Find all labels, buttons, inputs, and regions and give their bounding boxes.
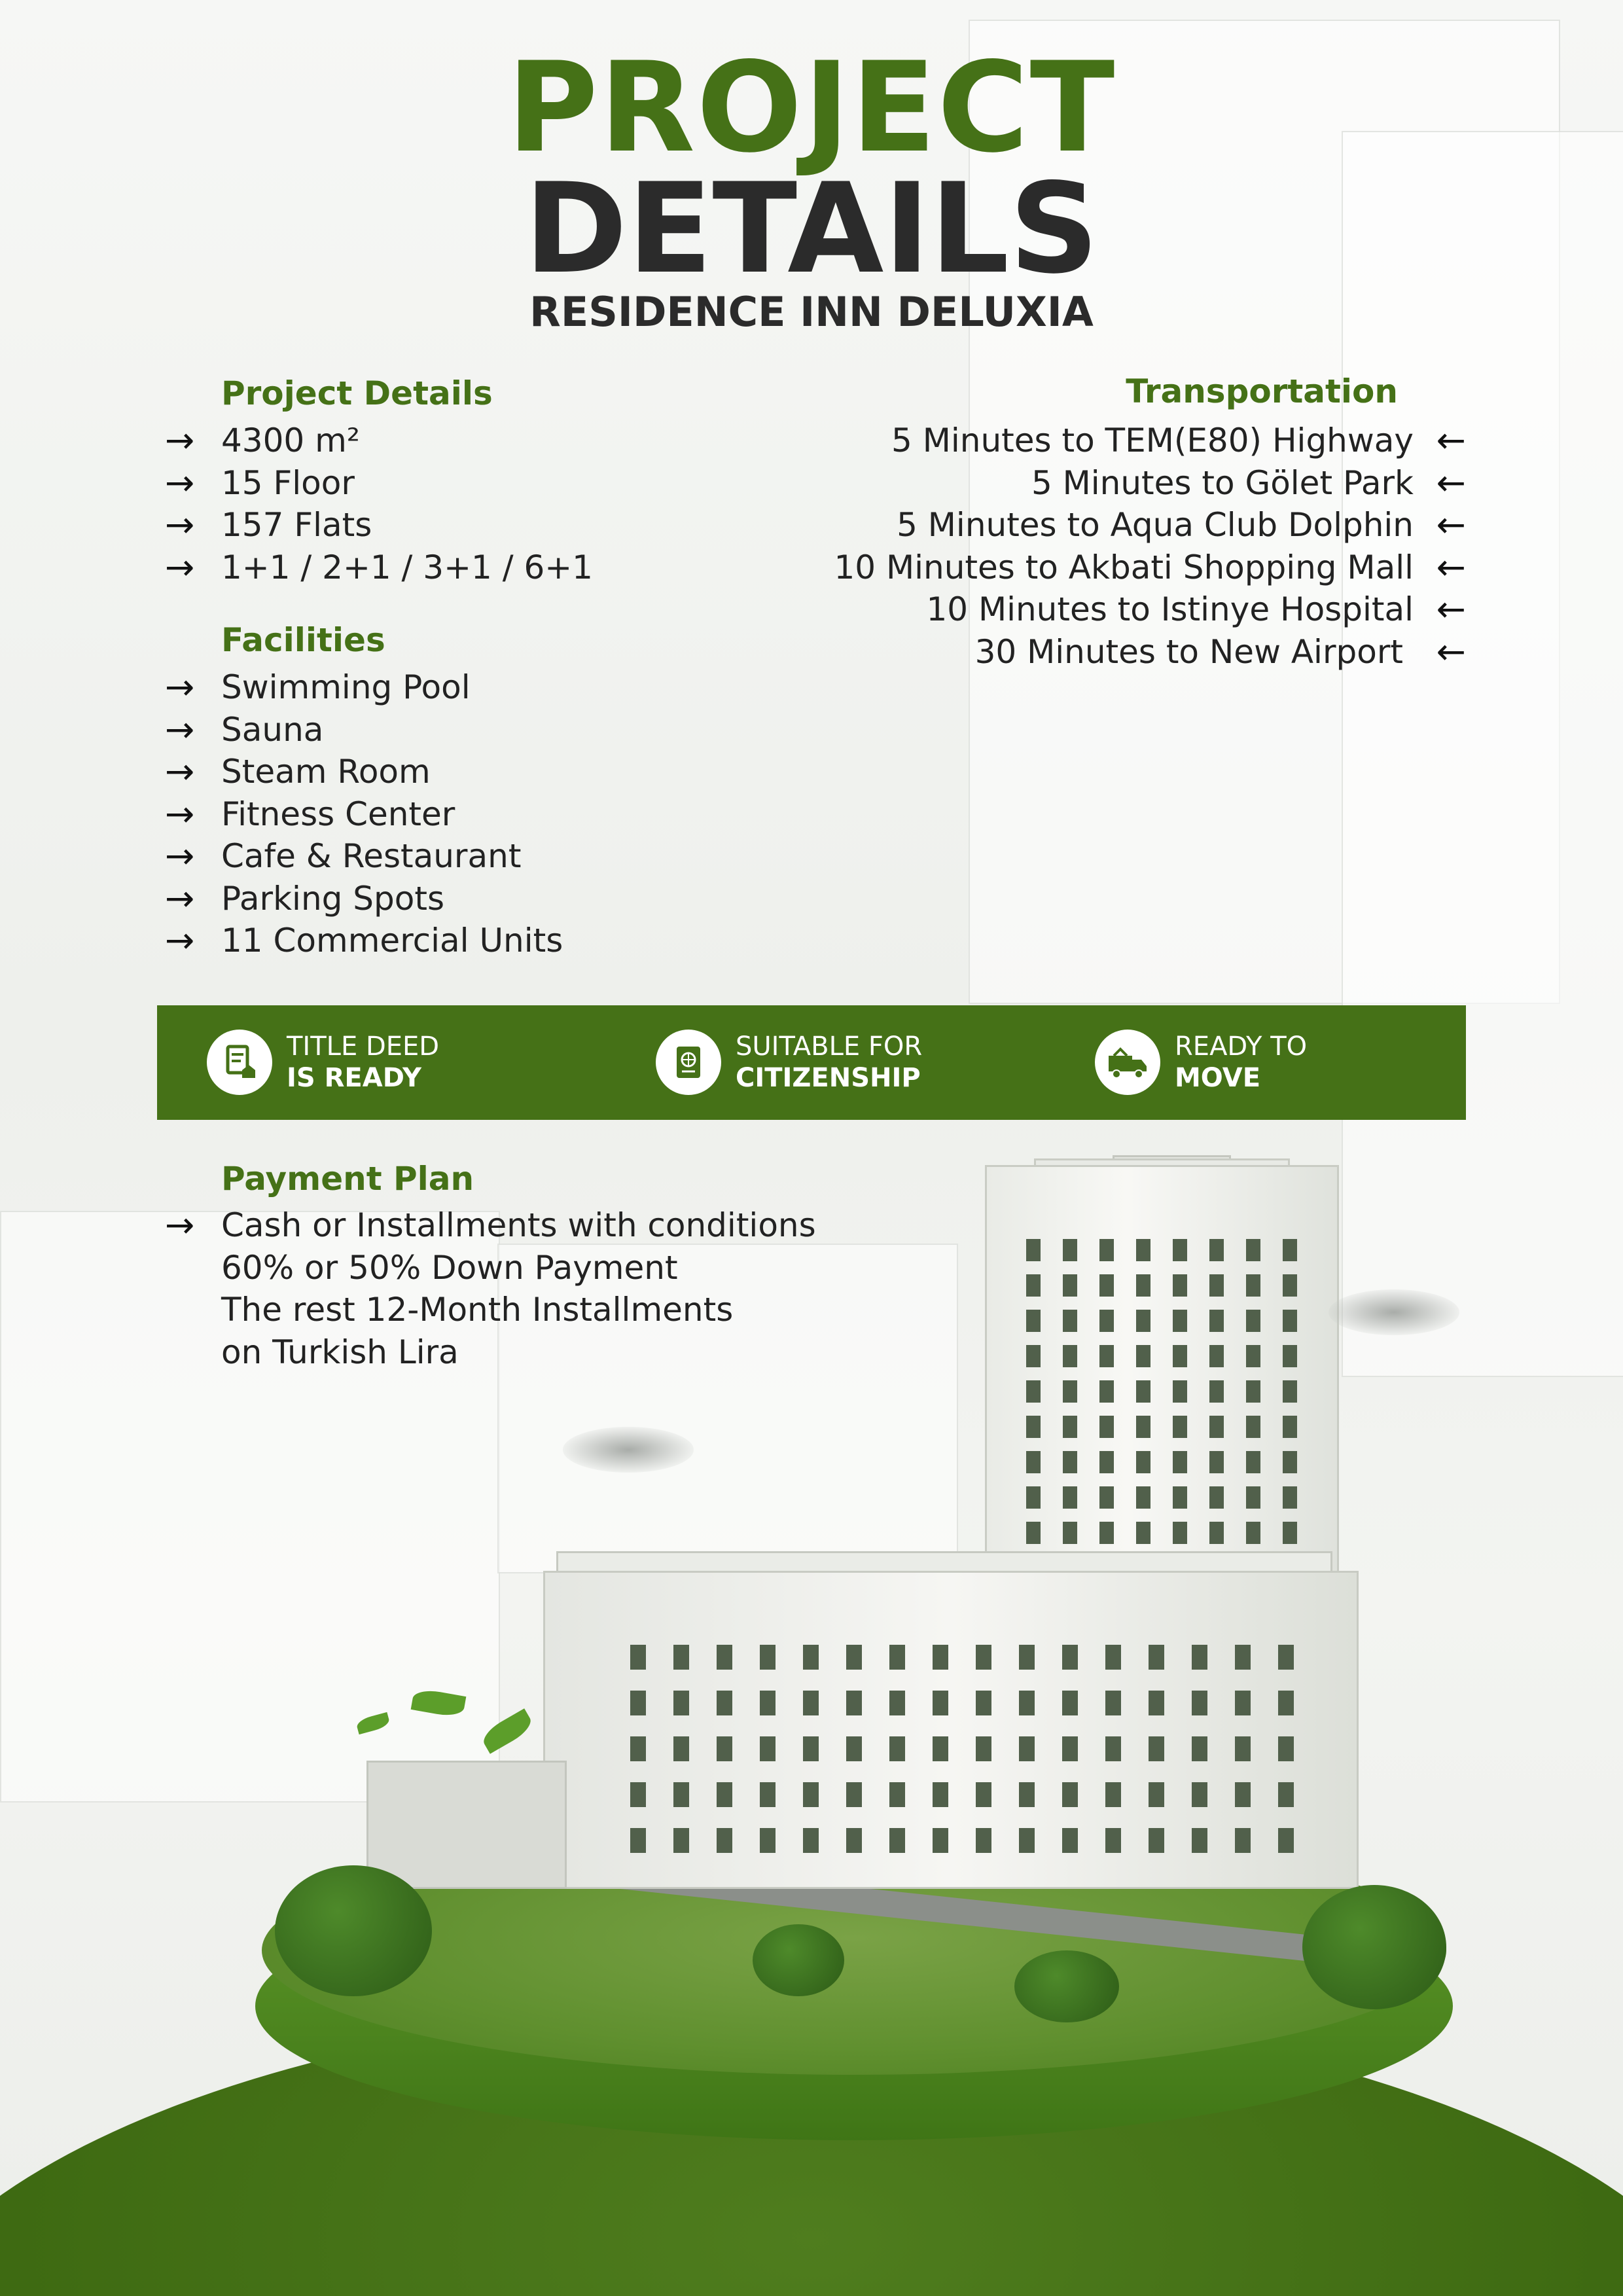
- list-item: 5 Minutes to Aqua Club Dolphin ←: [897, 504, 1466, 545]
- window: [1099, 1380, 1114, 1403]
- payment-plan-heading: Payment Plan: [221, 1160, 474, 1198]
- window: [1149, 1828, 1164, 1853]
- arrow-right-icon: →: [165, 835, 195, 876]
- window: [1149, 1736, 1164, 1761]
- transportation-heading: Transportation: [1126, 372, 1398, 410]
- window: [1209, 1522, 1224, 1544]
- window: [889, 1828, 905, 1853]
- window: [933, 1736, 948, 1761]
- window: [630, 1691, 646, 1715]
- window: [1099, 1486, 1114, 1509]
- window: [1173, 1451, 1187, 1473]
- window: [933, 1782, 948, 1807]
- window: [976, 1782, 991, 1807]
- window: [1099, 1274, 1114, 1297]
- window: [1149, 1645, 1164, 1670]
- window: [1063, 1345, 1077, 1367]
- arrow-left-icon: ←: [1436, 420, 1466, 461]
- window: [1173, 1380, 1187, 1403]
- window: [1136, 1274, 1150, 1297]
- window: [889, 1736, 905, 1761]
- window: [1246, 1239, 1260, 1261]
- list-item: → Swimming Pool: [165, 666, 471, 708]
- arrow-right-icon: →: [165, 666, 195, 708]
- window: [1105, 1782, 1121, 1807]
- window: [803, 1736, 819, 1761]
- window: [1063, 1486, 1077, 1509]
- feature-title-deed: [207, 1030, 439, 1095]
- window: [673, 1691, 689, 1715]
- arrow-right-icon: →: [165, 546, 195, 588]
- window: [846, 1782, 862, 1807]
- window: [803, 1645, 819, 1670]
- window: [673, 1828, 689, 1853]
- window: [1063, 1239, 1077, 1261]
- window: [1062, 1645, 1078, 1670]
- window: [1209, 1486, 1224, 1509]
- list-item: 60% or 50% Down Payment: [221, 1248, 678, 1287]
- window: [1063, 1310, 1077, 1332]
- window: [1099, 1345, 1114, 1367]
- window: [1062, 1828, 1078, 1853]
- list-item: 30 Minutes to New Airport ←: [974, 630, 1466, 672]
- facilities-list: [165, 666, 563, 962]
- window: [933, 1691, 948, 1715]
- window: [1099, 1416, 1114, 1438]
- window: [1283, 1522, 1297, 1544]
- window: [933, 1828, 948, 1853]
- podium-building: [543, 1571, 1359, 1889]
- window: [1283, 1310, 1297, 1332]
- arrow-left-icon: ←: [1436, 461, 1466, 503]
- window: [846, 1691, 862, 1715]
- page-title-line2: DETAILS: [524, 156, 1099, 301]
- window: [1026, 1416, 1041, 1438]
- window: [1278, 1736, 1294, 1761]
- arrow-right-icon: →: [165, 751, 195, 792]
- window: [1099, 1310, 1114, 1332]
- tree: [1302, 1885, 1446, 2009]
- window: [1136, 1380, 1150, 1403]
- window: [630, 1736, 646, 1761]
- window: [1173, 1274, 1187, 1297]
- moving-truck-icon: [1095, 1030, 1160, 1095]
- window: [1246, 1486, 1260, 1509]
- window: [1105, 1736, 1121, 1761]
- window: [1019, 1782, 1035, 1807]
- window: [1235, 1736, 1251, 1761]
- transportation-list: [615, 420, 1466, 673]
- window: [1099, 1522, 1114, 1544]
- window: [717, 1828, 732, 1853]
- list-item: → 15 Floor: [165, 461, 355, 503]
- project-name: RESIDENCE INN DELUXIA: [529, 288, 1094, 336]
- window: [673, 1645, 689, 1670]
- window: [630, 1828, 646, 1853]
- window: [1099, 1239, 1114, 1261]
- window: [1019, 1736, 1035, 1761]
- window: [760, 1736, 776, 1761]
- feature-citizenship: [656, 1030, 922, 1095]
- window: [889, 1645, 905, 1670]
- facilities-heading: Facilities: [221, 621, 385, 659]
- window: [1283, 1345, 1297, 1367]
- window: [1283, 1416, 1297, 1438]
- window: [1019, 1828, 1035, 1853]
- window: [1246, 1416, 1260, 1438]
- window: [760, 1782, 776, 1807]
- window: [1063, 1274, 1077, 1297]
- window: [1173, 1522, 1187, 1544]
- arrow-left-icon: ←: [1436, 546, 1466, 588]
- tree: [1014, 1950, 1119, 2022]
- window: [630, 1782, 646, 1807]
- window: [1235, 1645, 1251, 1670]
- list-item: → Sauna: [165, 708, 324, 750]
- payment-plan-list: [165, 1204, 816, 1373]
- window: [1026, 1380, 1041, 1403]
- window: [1062, 1691, 1078, 1715]
- window: [1209, 1416, 1224, 1438]
- list-item: 5 Minutes to TEM(E80) Highway ←: [891, 420, 1466, 461]
- list-item: → 1+1 / 2+1 / 3+1 / 6+1: [165, 546, 593, 588]
- arrow-right-icon: →: [165, 877, 195, 919]
- window: [1019, 1691, 1035, 1715]
- window: [1283, 1486, 1297, 1509]
- feature-text: SUITABLE FOR CITIZENSHIP: [736, 1031, 923, 1093]
- window: [803, 1828, 819, 1853]
- window: [803, 1691, 819, 1715]
- window: [1173, 1345, 1187, 1367]
- window: [717, 1782, 732, 1807]
- window: [1173, 1416, 1187, 1438]
- window: [889, 1691, 905, 1715]
- window: [1283, 1274, 1297, 1297]
- window: [630, 1645, 646, 1670]
- window: [1026, 1239, 1041, 1261]
- list-item: → Parking Spots: [165, 877, 444, 919]
- window: [1149, 1782, 1164, 1807]
- window: [1026, 1274, 1041, 1297]
- project-details-list: [165, 420, 593, 588]
- window: [1026, 1345, 1041, 1367]
- feature-ready-to-move: [1095, 1030, 1307, 1095]
- feature-text: TITLE DEED IS READY: [287, 1031, 440, 1093]
- window: [717, 1691, 732, 1715]
- list-item: → Cafe & Restaurant: [165, 835, 522, 876]
- list-item: The rest 12-Month Installments: [221, 1291, 734, 1329]
- list-item: → 4300 m²: [165, 420, 360, 461]
- window: [976, 1736, 991, 1761]
- list-item: 10 Minutes to Akbati Shopping Mall ←: [834, 546, 1466, 588]
- window: [1278, 1782, 1294, 1807]
- window: [1283, 1380, 1297, 1403]
- document-icon: [207, 1030, 272, 1095]
- window: [1105, 1691, 1121, 1715]
- window: [1283, 1451, 1297, 1473]
- list-item: → Cash or Installments with conditions: [165, 1204, 816, 1246]
- window: [976, 1645, 991, 1670]
- window: [1278, 1691, 1294, 1715]
- cloud: [563, 1427, 694, 1473]
- project-details-heading: Project Details: [221, 374, 493, 412]
- window: [1235, 1782, 1251, 1807]
- window: [846, 1645, 862, 1670]
- page-title-line1: PROJECT: [507, 35, 1116, 180]
- window: [1099, 1451, 1114, 1473]
- cloud: [1329, 1289, 1459, 1335]
- window: [1173, 1486, 1187, 1509]
- window: [1062, 1782, 1078, 1807]
- window: [1209, 1451, 1224, 1473]
- window: [1105, 1645, 1121, 1670]
- window: [1136, 1486, 1150, 1509]
- tree: [275, 1865, 432, 1996]
- window: [1026, 1310, 1041, 1332]
- window: [1192, 1691, 1207, 1715]
- window: [1246, 1310, 1260, 1332]
- window: [760, 1691, 776, 1715]
- window: [1209, 1380, 1224, 1403]
- window: [1173, 1310, 1187, 1332]
- window: [1063, 1380, 1077, 1403]
- window: [1192, 1645, 1207, 1670]
- list-item: 10 Minutes to Istinye Hospital ←: [926, 588, 1466, 630]
- arrow-right-icon: →: [165, 461, 195, 503]
- window: [1105, 1828, 1121, 1853]
- window: [1062, 1736, 1078, 1761]
- window: [1136, 1522, 1150, 1544]
- window: [1136, 1310, 1150, 1332]
- window: [1063, 1451, 1077, 1473]
- list-item: → Steam Room: [165, 751, 431, 792]
- window: [933, 1645, 948, 1670]
- arrow-left-icon: ←: [1436, 630, 1466, 672]
- window: [1209, 1345, 1224, 1367]
- arrow-right-icon: →: [165, 504, 195, 545]
- window: [1209, 1310, 1224, 1332]
- window: [1246, 1380, 1260, 1403]
- window: [760, 1828, 776, 1853]
- list-item: on Turkish Lira: [221, 1333, 459, 1371]
- window: [846, 1828, 862, 1853]
- window: [1136, 1239, 1150, 1261]
- feature-text: READY TO MOVE: [1175, 1031, 1308, 1093]
- window: [1278, 1645, 1294, 1670]
- window: [1136, 1416, 1150, 1438]
- window: [1246, 1345, 1260, 1367]
- window: [673, 1782, 689, 1807]
- window: [717, 1736, 732, 1761]
- window: [1136, 1345, 1150, 1367]
- window: [717, 1645, 732, 1670]
- window: [1149, 1691, 1164, 1715]
- window: [1246, 1522, 1260, 1544]
- window: [1192, 1782, 1207, 1807]
- window: [1019, 1645, 1035, 1670]
- list-item: → Fitness Center: [165, 793, 455, 834]
- window: [1278, 1828, 1294, 1853]
- window: [1192, 1828, 1207, 1853]
- list-item: → 157 Flats: [165, 504, 372, 545]
- window: [976, 1828, 991, 1853]
- window: [1063, 1416, 1077, 1438]
- window: [1246, 1274, 1260, 1297]
- arrow-right-icon: →: [165, 793, 195, 834]
- window: [1026, 1451, 1041, 1473]
- arrow-right-icon: →: [165, 420, 195, 461]
- tree: [753, 1924, 844, 1996]
- window: [1235, 1828, 1251, 1853]
- parking-annex: [366, 1761, 567, 1889]
- list-item: 5 Minutes to Gölet Park ←: [1031, 461, 1466, 503]
- window: [1192, 1736, 1207, 1761]
- window: [673, 1736, 689, 1761]
- window: [1283, 1239, 1297, 1261]
- window: [1026, 1486, 1041, 1509]
- window: [803, 1782, 819, 1807]
- window: [1246, 1451, 1260, 1473]
- arrow-right-icon: →: [165, 708, 195, 750]
- window: [1063, 1522, 1077, 1544]
- arrow-left-icon: ←: [1436, 588, 1466, 630]
- arrow-left-icon: ←: [1436, 504, 1466, 545]
- window: [976, 1691, 991, 1715]
- features-band: [157, 1005, 1466, 1120]
- arrow-right-icon: →: [165, 920, 195, 961]
- window: [1026, 1522, 1041, 1544]
- window: [1173, 1239, 1187, 1261]
- window: [1235, 1691, 1251, 1715]
- arrow-right-icon: →: [165, 1204, 195, 1246]
- passport-icon: [656, 1030, 721, 1095]
- list-item: → 11 Commercial Units: [165, 920, 563, 961]
- window: [1209, 1239, 1224, 1261]
- window: [760, 1645, 776, 1670]
- window: [889, 1782, 905, 1807]
- window: [1209, 1274, 1224, 1297]
- window: [1136, 1451, 1150, 1473]
- window: [846, 1736, 862, 1761]
